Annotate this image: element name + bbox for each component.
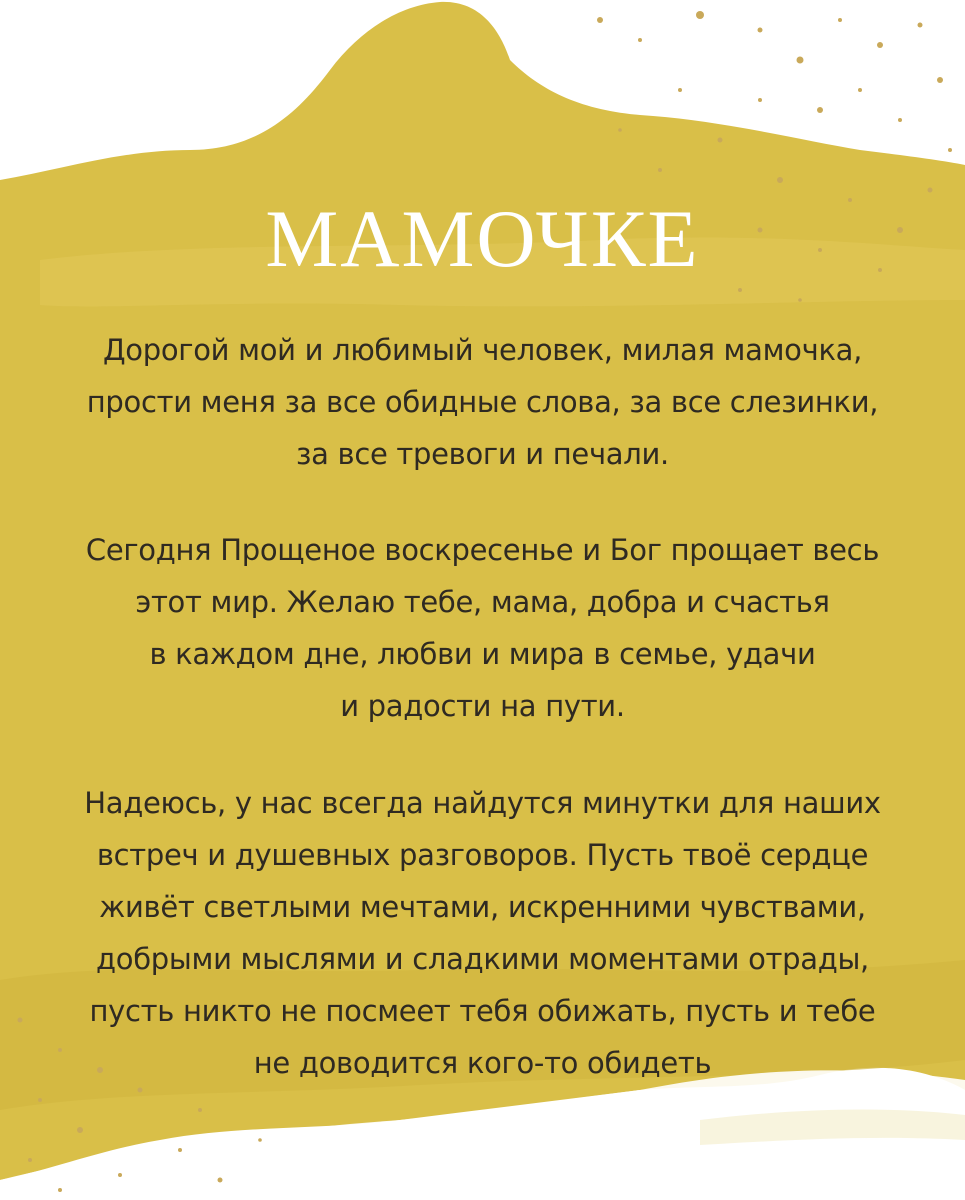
paragraph-line: прости меня за все обидные слова, за все слезинки, <box>86 385 879 419</box>
paragraph-line: пусть никто не посмеет тебя обижать, пусть и тебе <box>89 994 876 1028</box>
paragraph-line: добрыми мыслями и сладкими моментами отрады, <box>96 942 869 976</box>
paragraph-wishes <box>30 524 935 732</box>
paragraph-line: живёт светлыми мечтами, искренними чувствами, <box>99 890 866 924</box>
paragraph-line: Дорогой мой и любимый человек, милая мамочка, <box>102 333 863 367</box>
paragraph-line: и радости на пути. <box>340 689 625 723</box>
paragraph-line: за все тревоги и печали. <box>296 437 669 471</box>
paragraph-line: этот мир. Желаю тебе, мама, добра и счастья <box>135 585 830 619</box>
paragraph-hopes <box>30 777 935 1089</box>
paragraph-line: не доводится кого-то обидеть <box>253 1046 712 1080</box>
paragraph-line: встреч и душевных разговоров. Пусть твоё сердце <box>96 838 869 872</box>
paragraph-line: Надеюсь, у нас всегда найдутся минутки для наших <box>84 786 881 820</box>
paragraph-apology <box>30 324 935 480</box>
paragraph-line: Сегодня Прощеное воскресенье и Бог прощает весь <box>85 533 880 567</box>
card-title: МАМОЧКЕ <box>265 193 700 284</box>
paragraph-line: в каждом дне, любви и мира в семье, удачи <box>149 637 816 671</box>
